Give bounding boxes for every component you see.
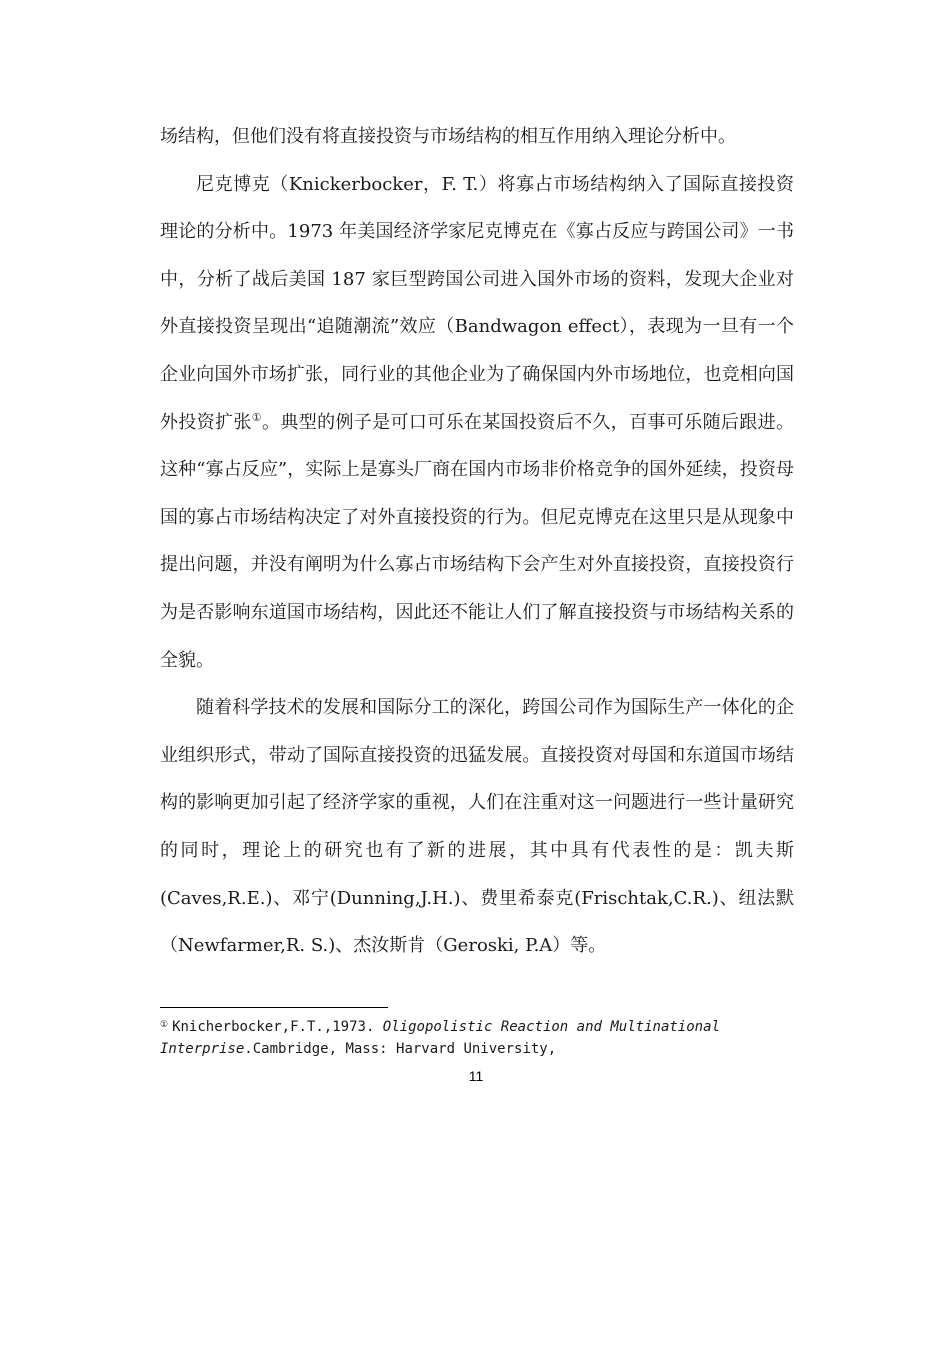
- footnote-mark: ①: [160, 1020, 169, 1030]
- paragraph-2: [160, 161, 794, 685]
- paragraph-2-text-continued: 。典型的例子是可口可乐在某国投资后不久，百事可乐随后跟进。这种“寡占反应”，实际上是寡头厂商在国内市场非价格竞争的国外延续，投资母国的寡占市场结构决定了对外直接投资的行为。但尼克博克在这里只是从现象中提出问题，并没有阐明为什么寡占市场结构下会产生对外直接投资，直接投资行为是否影响东道国市场结构，因此还不能让人们了解直接投资与市场结构关系的全貌。: [160, 411, 794, 671]
- footnote-title: Oligopolistic Reaction and Multinational Interprise: [160, 1019, 720, 1057]
- footnote-reference[interactable]: ①: [251, 410, 263, 424]
- page-number: 11: [468, 1068, 484, 1084]
- paragraph-3: 随着科学技术的发展和国际分工的深化，跨国公司作为国际生产一体化的企业组织形式，带动了国际直接投资的迅猛发展。直接投资对母国和东道国市场结构的影响更加引起了经济学家的重视，人们在注重对这一问题进行一些计量研究的同时，理论上的研究也有了新的进展，其中具有代表性的是：凯夫斯(Caves,R.E.)、邓宁(Dunning,J.H.)、费里希泰克(Frischtak,C.R.)、纽法默（Newfarmer,R. S.)、杰汝斯肯（Geroski, P.A）等。: [160, 697, 794, 957]
- body-text: [160, 113, 794, 970]
- paragraph-2-text: 尼克博克（Knickerbocker，F. T.）将寡占市场结构纳入了国际直接投资理论的分析中。1973 年美国经济学家尼克博克在《寡占反应与跨国公司》一书中，分析了战后美国 187 家巨型跨国公司进入国外市场的资料，发现大企业对外直接投资呈现出“追随潮流”效应（Bandwagon effect），表现为一旦有一个企业向国外市场扩张，同行业的其他企业为了确保国内外市场地位，也竞相向国外投资扩张: [160, 173, 794, 433]
- footnote-divider: [160, 1007, 388, 1008]
- footnote-publisher: .Cambridge, Mass: Harvard University,: [244, 1041, 557, 1057]
- paragraph-1: 场结构，但他们没有将直接投资与市场结构的相互作用纳入理论分析中。: [160, 126, 736, 147]
- footnote-author: Knicherbocker,F.T.,1973.: [172, 1019, 383, 1035]
- footnote: [160, 1014, 800, 1060]
